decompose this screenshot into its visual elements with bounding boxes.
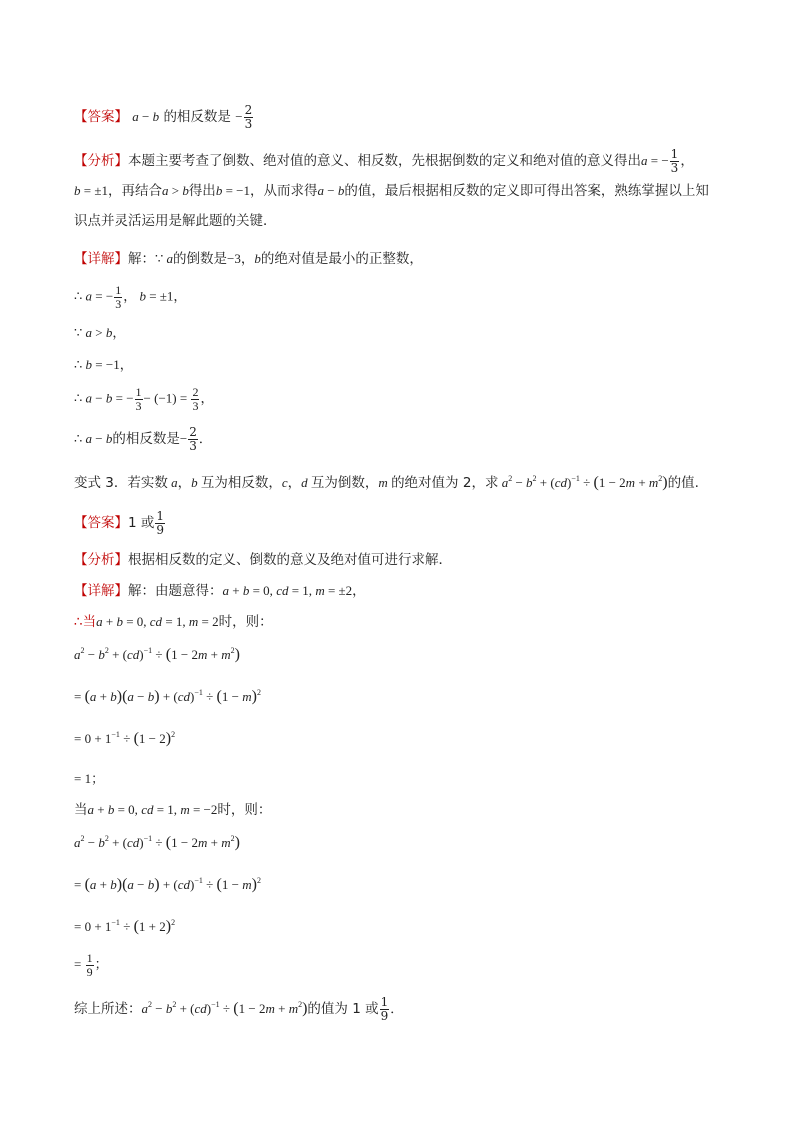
analysis-paragraph-1: 【分析】本题主要考查了倒数、绝对值的意义、相反数，先根据倒数的定义和绝对值的意义得出a = − $\frac{1}{3}$ ， b = ±1，再结合a > b得出b = −1，从而求得a − b的值，最后根据相反数的定义即可得出答案，熟练掌握以上知识点并灵活运用是解此题的关键． (74, 147, 709, 229)
analysis-label: 【分析】 (74, 153, 128, 169)
detail-line-1: 【详解】解：∵ a的倒数是−3，b的绝对值是最小的正整数， (74, 251, 423, 267)
answer-label: 【答案】 (74, 109, 128, 125)
answer-line-1: 【答案】 a − b 的相反数是 − $\frac{2}{3}$ (74, 103, 253, 131)
final-line-1: ∴ a − b的相反数是− $\frac{2}{3}$ ． (74, 425, 212, 453)
detail-label: 【详解】 (74, 251, 128, 267)
answer-line-2: 【答案】1 或 $\frac{1}{9}$ (74, 509, 165, 537)
answer-text: 的相反数是 (163, 109, 231, 125)
result-1: = 1； (74, 771, 105, 786)
detail-line-2: 【详解】解：由题意得：a + b = 0, cd = 1, m = ±2， (74, 583, 366, 599)
analysis-line-2: 【分析】根据相反数的定义、倒数的意义及绝对值可进行求解． (74, 552, 452, 568)
question-variant-3: 变式 3．若实数 a，b 互为相反数，c，d 互为倒数，m 的绝对值为 2，求 $a^2 - b^2 + (cd)^{-1} \div (1 - 2m + m^2)$的值. (74, 474, 699, 491)
case-2-line: 当a + b = 0, cd = 1, m = −2时，则： (74, 802, 272, 818)
summary-line: 综上所述：$a^2 - b^2 + (cd)^{-1} \div (1 - 2m + m^2)$的值为 1 或 $\frac{1}{9}$ ． (74, 995, 404, 1023)
case-1-line: ∴当a + b = 0, cd = 1, m = 2时，则： (74, 614, 273, 630)
result-2: = $\frac{1}{9}$ ； (74, 951, 108, 979)
answer-fraction: $\frac{2}{3}$ (244, 103, 253, 131)
